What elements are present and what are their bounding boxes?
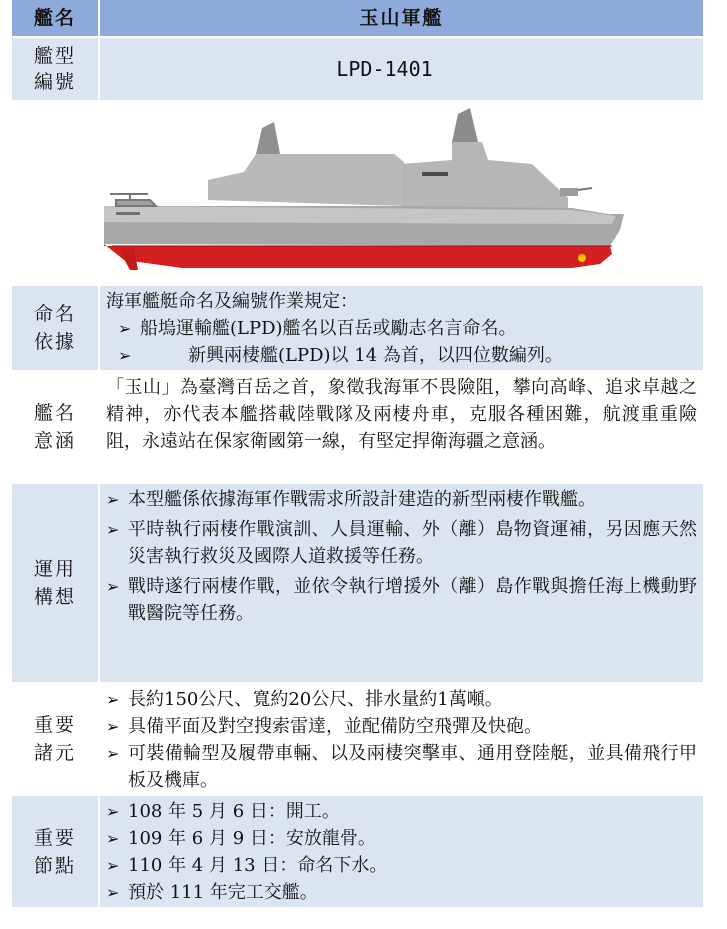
bullet-arrow-icon: ➢ [106,829,120,848]
gun-turret [560,188,578,196]
list-item [106,315,697,342]
usage-row [12,484,703,684]
naming-basis-label [12,286,100,370]
bullet-arrow-icon: ➢ [106,883,120,902]
specs-bullet-1: 長約150公尺、寬約20公尺、排水量約1萬噸。 [128,689,503,710]
usage-bullet-1: 本型艦係依據海軍作戰需求所設計建造的新型兩棲作戰艦。 [128,489,596,510]
superstructure-aft [208,154,404,206]
usage-content [100,484,703,682]
milestone-2: 109 年 6 月 9 日：安放龍骨。 [128,828,376,849]
specs-row [12,684,703,796]
list-item [106,686,697,713]
header-row [12,0,703,38]
ship-name: 玉山軍艦 [100,0,703,36]
usage-bullet-2: 平時執行兩棲作戰演訓、人員運輸、外（離）島物資運補，另因應天然災害執行救災及國際人道救援等任務。 [128,519,697,567]
type-row [12,38,703,102]
milestone-1: 108 年 5 月 6 日：開工。 [128,801,340,822]
usage-bullet-3: 戰時遂行兩棲作戰，並依令執行增援外（離）島作戰與擔任海上機動野戰醫院等任務。 [128,576,697,624]
meaning-text: 「玉山」為臺灣百岳之首，象徵我海軍不畏險阻，攀向高峰、追求卓越之精神，亦代表本艦搭載陸戰隊及兩棲舟車，克服各種困難，航渡重重險阻，永遠站在保家衛國第一線，有堅定捍衛海疆之意涵。 [106,377,697,452]
list-item [106,740,697,794]
naming-basis-content [100,286,703,370]
list-item [106,798,697,825]
milestones-label-text: 重要節點 [33,826,76,877]
list-item [106,516,697,570]
list-item [106,342,697,369]
milestone-3: 110 年 4 月 13 日：命名下水。 [128,855,388,876]
ship-illustration-icon [12,102,703,286]
milestones-label [12,796,100,907]
list-item [106,713,697,740]
list-item [106,852,697,879]
hull-number: LPD-1401 [100,38,703,100]
bullet-arrow-icon: ➢ [106,577,120,596]
specs-bullet-3: 可裝備輪型及履帶車輛、以及兩棲突擊車、通用登陸艇，並具備飛行甲板及機庫。 [128,743,697,791]
bullet-arrow-icon: ➢ [118,346,132,365]
specs-content [100,684,703,794]
bullet-arrow-icon: ➢ [106,717,120,736]
type-label-text: 艦型編號 [33,45,76,93]
naming-basis-row [12,286,703,372]
milestones-row [12,796,703,909]
name-label: 艦名 [12,0,100,36]
meaning-content [100,372,703,482]
usage-label-text: 運用構想 [33,558,76,608]
bow-emblem [578,254,586,262]
bullet-arrow-icon: ➢ [106,856,120,875]
usage-label [12,484,100,682]
bullet-arrow-icon: ➢ [118,319,132,338]
bullet-arrow-icon: ➢ [106,490,120,509]
meaning-label [12,372,100,482]
bullet-arrow-icon: ➢ [106,802,120,821]
aft-mast [256,122,280,154]
ship-info-table [12,0,703,909]
list-item [106,573,697,627]
bullet-arrow-icon: ➢ [106,690,120,709]
milestone-4: 預於 111 年完工交艦。 [128,882,318,903]
specs-bullet-2: 具備平面及對空搜索雷達，並配備防空飛彈及快砲。 [128,716,542,737]
gun-barrel [578,188,592,190]
specs-label [12,684,100,794]
helicopter-icon [110,194,156,206]
list-item [106,486,697,513]
naming-basis-label-text: 命名依據 [33,303,76,353]
image-row [12,102,703,286]
specs-label-text: 重要諸元 [33,714,76,764]
bullet-arrow-icon: ➢ [106,520,120,539]
deck-marking [116,212,140,215]
naming-basis-intro: 海軍艦艇命名及編號作業規定： [106,291,358,312]
list-item [106,825,697,852]
type-label [12,38,100,100]
naming-basis-bullet-2: 新興兩棲艦(LPD)以 14 為首，以四位數編列。 [188,345,563,366]
meaning-row [12,372,703,484]
bridge-window [422,172,448,176]
naming-basis-bullet-1: 船塢運輸艦(LPD)艦名以百岳或勵志名言命名。 [140,318,517,339]
bullet-arrow-icon: ➢ [106,744,120,763]
fwd-mast [452,108,478,142]
hull-lower-red [104,244,612,268]
milestones-content [100,796,703,907]
meaning-label-text: 艦名意涵 [33,402,76,452]
list-item [106,879,697,906]
